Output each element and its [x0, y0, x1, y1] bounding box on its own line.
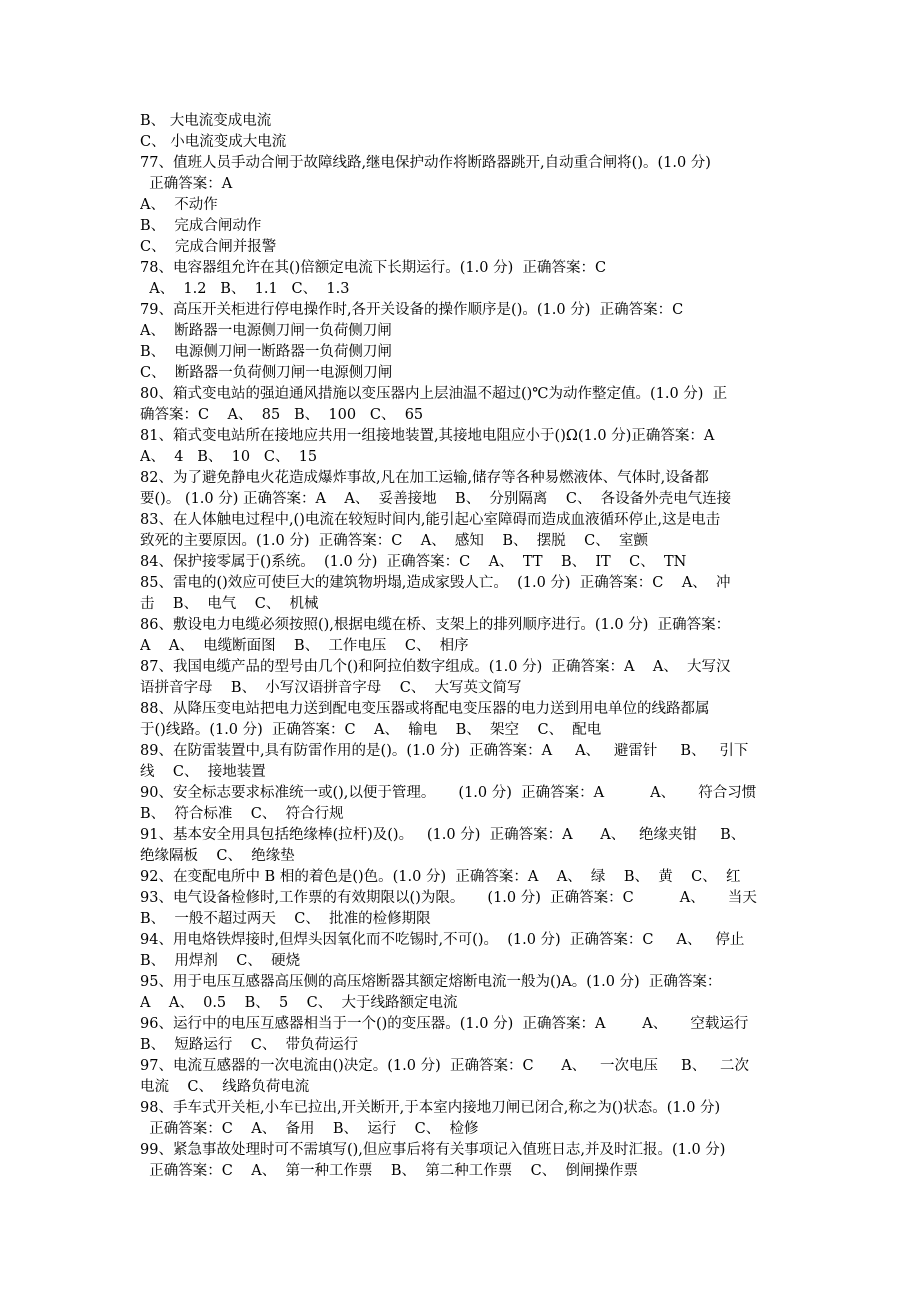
text-line: 95、用于电压互感器高压侧的高压熔断器其额定熔断电流一般为()A。(1.0 分) 正确答案：: [140, 974, 722, 990]
text-line: 79、高压开关柜进行停电操作时,各开关设备的操作顺序是()。(1.0 分) 正确答案：C: [140, 302, 684, 318]
document-page: [140, 111, 785, 1203]
text-line: 91、基本安全用具包括绝缘棒(拉杆)及()。 (1.0 分) 正确答案：A A、 绝缘夹钳 B、: [140, 827, 746, 843]
text-line: 92、在变配电所中 B 相的着色是()色。(1.0 分) 正确答案：A A、 绿 B、 黄 C、 红: [140, 869, 741, 885]
text-line: 线 C、 接地装置: [140, 764, 266, 780]
text-line: 90、安全标志要求标准统一或(),以便于管理。 (1.0 分) 正确答案：A A、 符合习惯: [140, 785, 757, 801]
text-line: 88、从降压变电站把电力送到配电变压器或将配电变压器的电力送到用电单位的线路都属: [140, 701, 710, 717]
text-line: C、 断路器一负荷侧刀闸一电源侧刀闸: [140, 365, 393, 381]
text-line: 要()。 (1.0 分) 正确答案：A A、 妥善接地 B、 分别隔离 C、 各设备外壳电气连接: [140, 491, 732, 507]
text-line: B、 符合标准 C、 符合行规: [140, 806, 344, 822]
text-line: 94、用电烙铁焊接时,但焊头因氧化而不吃锡时,不可()。 (1.0 分) 正确答案：C A、 停止: [140, 932, 745, 948]
text-line: 80、箱式变电站的强迫通风措施以变压器内上层油温不超过()℃为动作整定值。(1.0 分) 正: [140, 386, 728, 402]
text-line: 89、在防雷装置中,具有防雷作用的是()。(1.0 分) 正确答案：A A、 避雷针 B、 引下: [140, 743, 749, 759]
text-line: B、 电源侧刀闸一断路器一负荷侧刀闸: [140, 344, 392, 360]
text-line: B、 完成合闸动作: [140, 218, 262, 234]
text-line: A、 不动作: [140, 197, 218, 213]
text-line: 于()线路。(1.0 分) 正确答案：C A、 输电 B、 架空 C、 配电: [140, 722, 602, 738]
text-line: A A、 电缆断面图 B、 工作电压 C、 相序: [140, 638, 469, 654]
text-line: 正确答案：C A、 第一种工作票 B、 第二种工作票 C、 倒闸操作票: [140, 1163, 638, 1179]
text-line: 电流 C、 线路负荷电流: [140, 1079, 310, 1095]
text-line: 78、电容器组允许在其()倍额定电流下长期运行。(1.0 分) 正确答案：C: [140, 260, 607, 276]
text-line: 86、敷设电力电缆必须按照(),根据电缆在桥、支架上的排列顺序进行。(1.0 分) 正确答案：: [140, 617, 731, 633]
text-line: 87、我国电缆产品的型号由几个()和阿拉伯数字组成。(1.0 分) 正确答案：A A、 大写汉: [140, 659, 731, 675]
text-line: A、 1.2 B、 1.1 C、 1.3: [140, 281, 350, 297]
text-line: 正确答案：A: [140, 176, 233, 192]
text-line: 85、雷电的()效应可使巨大的建筑物坍塌,造成家毁人亡。 (1.0 分) 正确答案：C A、 冲: [140, 575, 731, 591]
text-line: B、 一般不超过两天 C、 批准的检修期限: [140, 911, 431, 927]
text-line: 语拼音字母 B、 小写汉语拼音字母 C、 大写英文简写: [140, 680, 522, 696]
text-line: 82、为了避免静电火花造成爆炸事故,凡在加工运输,储存等各种易燃液体、气体时,设备都: [140, 470, 709, 486]
text-line: 致死的主要原因。(1.0 分) 正确答案：C A、 感知 B、 摆脱 C、 室颤: [140, 533, 648, 549]
text-line: 96、运行中的电压互感器相当于一个()的变压器。(1.0 分) 正确答案：A A、 空载运行: [140, 1016, 749, 1032]
text-line: 81、箱式变电站所在接地应共用一组接地装置,其接地电阻应小于()Ω(1.0 分)正确答案：A: [140, 428, 715, 444]
text-line: A、 断路器一电源侧刀闸一负荷侧刀闸: [140, 323, 392, 339]
text-line: 84、保护接零属于()系统。 (1.0 分) 正确答案：C A、 TT B、 IT C、 TN: [140, 554, 687, 570]
text-line: B、 短路运行 C、 带负荷运行: [140, 1037, 359, 1053]
text-line: 98、手车式开关柜,小车已拉出,开关断开,于本室内接地刀闸已闭合,称之为()状态。(1.0 分): [140, 1100, 721, 1116]
text-line: 83、在人体触电过程中,()电流在较短时间内,能引起心室障碍而造成血液循环停止,这是电击: [140, 512, 721, 528]
text-line: A、 4 B、 10 C、 15: [140, 449, 318, 465]
text-line: C、 小电流变成大电流: [140, 134, 287, 150]
text-line: 绝缘隔板 C、 绝缘垫: [140, 848, 295, 864]
text-line: 97、电流互感器的一次电流由()决定。(1.0 分) 正确答案：C A、 一次电压 B、 二次: [140, 1058, 750, 1074]
text-line: C、 完成合闸并报警: [140, 239, 277, 255]
text-line: 99、紧急事故处理时可不需填写(),但应事后将有关事项记入值班日志,并及时汇报。(1.0 分): [140, 1142, 726, 1158]
text-line: B、 大电流变成电流: [140, 113, 272, 129]
text-line: 93、电气设备检修时,工作票的有效期限以()为限。 (1.0 分) 正确答案：C A、 当天: [140, 890, 757, 906]
text-line: [140, 1182, 785, 1203]
text-line: 正确答案：C A、 备用 B、 运行 C、 检修: [140, 1121, 479, 1137]
text-line: 击 B、 电气 C、 机械: [140, 596, 319, 612]
text-line: A A、 0.5 B、 5 C、 大于线路额定电流: [140, 995, 458, 1011]
text-line: 确答案：C A、 85 B、 100 C、 65: [140, 407, 424, 423]
text-line: B、 用焊剂 C、 硬烧: [140, 953, 301, 969]
text-line: 77、值班人员手动合闸于故障线路,继电保护动作将断路器跳开,自动重合闸将()。(1.0 分): [140, 155, 711, 171]
